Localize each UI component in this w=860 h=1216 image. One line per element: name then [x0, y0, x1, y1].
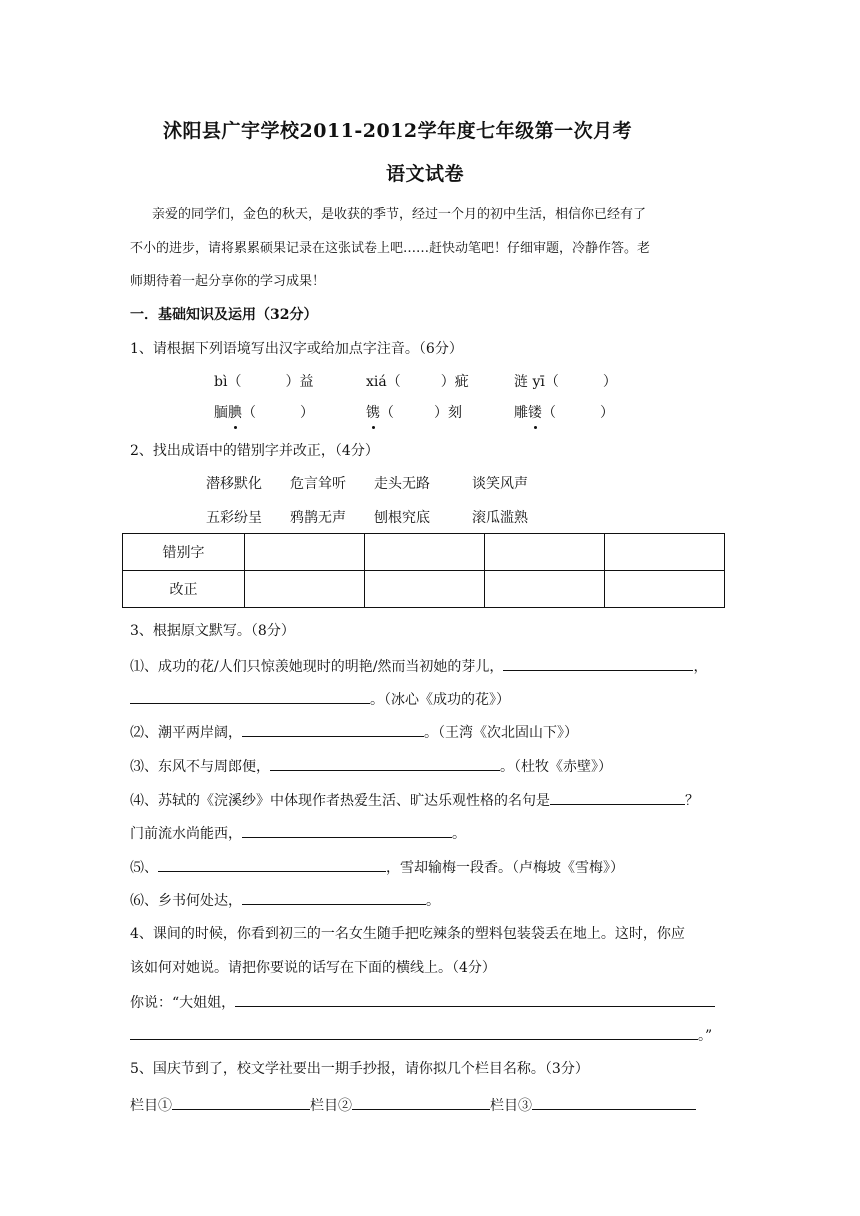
q3-line-1-text: ⑴、成功的花/人们只惊羡她现时的明艳/然而当初她的芽儿，	[130, 659, 504, 675]
column-label-1: 栏目①	[130, 1098, 172, 1114]
q2-idiom: 危言耸听	[290, 476, 346, 492]
answer-blank[interactable]	[172, 1094, 310, 1110]
q3-line-8-text: ⑹、乡书何处达，	[130, 893, 242, 909]
q3-line-1	[130, 655, 707, 676]
q4-say-label: 你说：“大姐姐，	[130, 995, 236, 1011]
q1-item-2-pre: xiá（	[366, 374, 401, 390]
answer-cell[interactable]	[245, 571, 365, 608]
column-label-2: 栏目②	[310, 1098, 352, 1114]
q3-line-4-end: 。（杜牧《赤壁》）	[500, 759, 612, 775]
q4-prompt-line-1: 4、课间的时候，你看到初三的一名女生随手把吃辣条的塑料包装袋丢在地上。这时，你应	[130, 926, 685, 942]
answer-blank[interactable]	[242, 889, 426, 905]
table-header-correction: 改正	[123, 571, 245, 608]
q5-prompt: 5、国庆节到了，校文学社要出一期手抄报，请你拟几个栏目名称。（3分）	[130, 1061, 589, 1077]
q1-item-6-paren-close: ）	[600, 405, 614, 421]
q4-answer-line-1	[130, 991, 715, 1012]
q3-line-6	[130, 822, 466, 843]
answer-blank[interactable]	[235, 991, 715, 1007]
answer-cell[interactable]	[485, 571, 605, 608]
q3-line-7	[130, 856, 624, 877]
answer-cell[interactable]	[365, 571, 485, 608]
answer-blank[interactable]	[352, 1094, 490, 1110]
q1-item-4	[214, 402, 314, 422]
q3-line-8	[130, 889, 440, 910]
q1-item-6-char: 雕	[514, 405, 528, 421]
q1-item-1-pre: bì（	[214, 374, 242, 390]
answer-cell[interactable]	[365, 534, 485, 571]
intro-line-3: 师期待着一起分享你的学习成果！	[130, 274, 326, 289]
q2-idiom: 刨根究底	[374, 510, 430, 526]
q3-line-6-text: 门前流水尚能西，	[130, 826, 242, 842]
q3-line-2-end: 。（冰心《成功的花》）	[370, 692, 510, 708]
q5-columns	[130, 1094, 696, 1115]
q1-item-1-post: ）益	[285, 374, 314, 390]
q3-line-3-text: ⑵、潮平两岸阔，	[130, 725, 242, 741]
answer-blank[interactable]	[242, 822, 452, 838]
answer-cell[interactable]	[605, 571, 725, 608]
q1-item-3	[514, 371, 617, 391]
q1-item-4-char: 腼	[214, 405, 228, 421]
answer-blank[interactable]	[532, 1094, 696, 1110]
q1-item-6-dotted-char: 镂	[528, 402, 542, 422]
intro-line-1: 亲爱的同学们，金色的秋天，是收获的季节，经过一个月的初中生活，相信你已经有了	[152, 207, 647, 222]
intro-line-2: 不小的进步，请将累累硕果记录在这张试卷上吧……赶快动笔吧！仔细审题，冷静作答。老	[130, 241, 651, 256]
q3-line-3	[130, 721, 578, 742]
answer-blank[interactable]	[130, 1024, 698, 1040]
q2-prompt: 2、找出成语中的错别字并改正，（4分）	[130, 443, 379, 459]
section-1-title: 一．基础知识及运用（32分）	[130, 307, 318, 323]
q1-item-1	[214, 371, 313, 391]
q3-line-5-end: ？	[685, 793, 699, 809]
q1-item-5-dotted-char: 镌	[366, 402, 380, 422]
q2-idiom: 潜移默化	[206, 476, 262, 492]
q3-line-4	[130, 755, 612, 776]
q3-line-2	[130, 688, 510, 709]
table-row	[123, 571, 725, 608]
q3-line-6-end: 。	[452, 826, 466, 842]
q1-item-5-paren-open: （	[380, 405, 394, 421]
q1-item-4-paren-open: （	[242, 405, 256, 421]
q1-prompt: 1、请根据下列语境写出汉字或给加点字注音。（6分）	[130, 341, 463, 357]
answer-cell[interactable]	[485, 534, 605, 571]
q1-item-3-post: ）	[602, 374, 617, 390]
answer-cell[interactable]	[245, 534, 365, 571]
answer-blank[interactable]	[270, 755, 500, 771]
q3-line-7-text: ⑸、	[130, 860, 158, 876]
q3-line-4-text: ⑶、东风不与周郎便，	[130, 759, 270, 775]
table-header-wrong-char: 错别字	[123, 534, 245, 571]
q2-idiom: 五彩纷呈	[206, 510, 262, 526]
exam-title: 沭阳县广宇学校2011-2012学年度七年级第一次月考	[163, 120, 633, 142]
q3-line-5-text: ⑷、苏轼的《浣溪纱》中体现作者热爱生活、旷达乐观性格的名句是	[130, 793, 550, 809]
q4-end-quote: 。”	[698, 1028, 713, 1044]
q1-item-4-dotted-char: 腆	[228, 402, 242, 422]
q1-item-6-paren-open: （	[542, 405, 556, 421]
q4-answer-line-2	[130, 1024, 712, 1045]
column-label-3: 栏目③	[490, 1098, 532, 1114]
q1-item-2	[366, 371, 469, 391]
exam-subtitle: 语文试卷	[386, 163, 465, 185]
q3-line-8-end: 。	[426, 893, 440, 909]
q1-item-5	[366, 402, 462, 422]
q2-idiom: 滚瓜滥熟	[472, 510, 528, 526]
q1-item-6	[514, 402, 614, 422]
answer-blank[interactable]	[242, 721, 424, 737]
correction-table	[122, 533, 725, 608]
q2-idiom: 走头无路	[374, 476, 430, 492]
answer-blank[interactable]	[503, 655, 693, 671]
q3-line-1-end: ，	[693, 659, 708, 675]
q1-item-4-paren-close: ）	[300, 405, 314, 421]
q2-idiom: 鸦鹊无声	[290, 510, 346, 526]
q3-line-5	[130, 789, 699, 810]
answer-blank[interactable]	[158, 856, 386, 872]
q2-idiom: 谈笑风声	[472, 476, 528, 492]
q3-prompt: 3、根据原文默写。（8分）	[130, 623, 295, 639]
answer-blank[interactable]	[550, 789, 685, 805]
answer-cell[interactable]	[605, 534, 725, 571]
q1-item-5-paren-close: ）刻	[434, 405, 462, 421]
q4-prompt-line-2: 该如何对她说。请把你要说的话写在下面的横线上。（4分）	[130, 960, 496, 976]
table-row	[123, 534, 725, 571]
answer-blank[interactable]	[130, 688, 370, 704]
q3-line-7-end: ，雪却输梅一段香。（卢梅坡《雪梅》）	[386, 860, 624, 876]
q3-line-3-end: 。（王湾《次北固山下》）	[424, 725, 578, 741]
q1-item-3-pre: 涟 yī（	[514, 374, 559, 390]
q1-item-2-post: ）疵	[440, 374, 469, 390]
